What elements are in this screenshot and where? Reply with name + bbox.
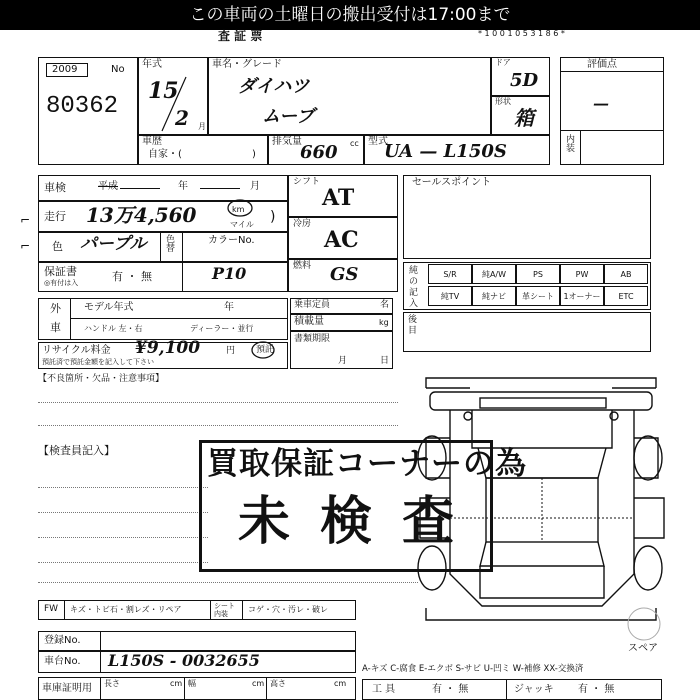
import-label-1: 外: [50, 302, 61, 315]
load-unit: kg: [379, 318, 389, 327]
rating-label: 評価点: [587, 59, 617, 70]
import-handle: ハンドル 左・右: [84, 324, 143, 333]
sheet-title-partial: 査 証 票: [218, 29, 263, 43]
dims-width: 幅: [188, 679, 196, 688]
docs-day: 日: [380, 356, 390, 366]
reg-no-row: [38, 631, 356, 651]
docs-month: 月: [338, 356, 348, 366]
import-car-row: [38, 298, 288, 340]
dims-width-unit: cm: [252, 679, 265, 688]
door-value: 5D: [510, 70, 539, 91]
displacement-value: 660: [300, 142, 338, 163]
dims-label: 車庫証明用: [42, 683, 92, 694]
warranty-label: 保証書: [44, 265, 77, 278]
equipment-cell-2-1: 純TV: [428, 286, 472, 306]
recycle-sub: 預託済で預託金額を記入して下さい: [42, 358, 154, 366]
mileage-km: km: [232, 205, 245, 214]
recycle-label: リサイクル料金: [42, 345, 111, 356]
model-month-value: 2: [175, 106, 189, 130]
warranty-options: 有 ・ 無: [112, 270, 152, 283]
sales-point-label: セールスポイント: [412, 177, 492, 188]
mileage-label: 走行: [44, 210, 66, 223]
color-label: 色: [52, 240, 63, 253]
tools-options: 有 ・ 無: [432, 684, 469, 695]
seat-label: シート内装: [214, 602, 235, 618]
rear-box: [403, 312, 651, 352]
equipment-cell-1-5: AB: [604, 264, 648, 284]
capacity-unit: 名: [380, 300, 390, 310]
lot-no-label: No: [111, 64, 125, 75]
recycle-status-circle: [250, 340, 276, 360]
tools-label: 工 具: [372, 684, 396, 695]
car-name-label: 車名・グレード: [212, 59, 282, 70]
model-year-value: 15: [148, 78, 179, 104]
load-label: 積載量: [294, 316, 324, 327]
model-month-unit: 月: [198, 122, 206, 131]
equipment-cell-1-3: PS: [516, 264, 560, 284]
door-label: ドア: [495, 58, 511, 67]
car-model: ムーブ: [262, 106, 315, 127]
dims-length: 長さ: [104, 679, 120, 688]
interior-label: 内装: [566, 135, 576, 154]
mileage-value: 13万4,560: [86, 203, 197, 227]
inspection-label: 車検: [44, 181, 66, 194]
import-dealer: ディーラー・並行: [190, 324, 254, 333]
lot-year: 2009: [52, 64, 78, 75]
type-label: 型式: [368, 136, 388, 147]
dims-height: 高さ: [270, 679, 286, 688]
equipment-cell-2-4: 1オーナー: [560, 286, 604, 306]
equipment-cell-1-2: 純A/W: [472, 264, 516, 284]
import-year: 年: [224, 302, 234, 313]
chassis-label: 車台No.: [44, 656, 81, 667]
stamp-line-2: 未検査: [238, 491, 485, 552]
lot-number: 80362: [46, 93, 119, 120]
spare-tire-circle: [620, 605, 668, 645]
damage-legend: A-キズ C-腐食 E-エクボ S-サビ U-凹ミ W-補修 XX-交換済: [362, 664, 584, 674]
inspection-month: 月: [250, 181, 260, 192]
color-value: パープル: [80, 234, 147, 254]
history-label: 車歴: [142, 136, 162, 147]
equipment-cell-1-4: PW: [560, 264, 604, 284]
defects-label: 【不良箇所・欠品・注意事項】: [38, 374, 165, 384]
equipment-cell-2-2: 純ナビ: [472, 286, 516, 306]
stamp-line-1: 買取保証コーナーの為: [207, 446, 527, 482]
shift-label: シフト: [293, 177, 321, 187]
inspection-era: 平成: [98, 181, 118, 192]
displacement-label: 排気量: [272, 136, 302, 147]
fuel-label: 燃料: [293, 261, 312, 271]
shape-label: 形状: [495, 97, 511, 106]
mileage-km-circle: [226, 198, 256, 218]
import-model-year: モデル年式: [84, 302, 134, 313]
margin-mark-2: ⌐: [20, 239, 31, 253]
shape-value: 箱: [514, 106, 534, 130]
import-label-2: 車: [50, 321, 61, 334]
dims-height-unit: cm: [334, 679, 347, 688]
equipment-cell-2-3: 革シート: [516, 286, 560, 306]
type-value: UA — L150S: [384, 141, 507, 162]
jack-label: ジャッキ: [514, 684, 554, 695]
shift-value: AT: [322, 185, 355, 211]
rating-value: —: [593, 94, 609, 113]
tools-row: [362, 679, 662, 700]
fuel-value: GS: [330, 264, 359, 285]
inspection-year: 年: [178, 181, 188, 192]
docs-label: 書類期限: [294, 334, 331, 344]
capacity-label: 乗車定員: [294, 300, 331, 310]
color-no-label: カラーNo.: [208, 235, 255, 246]
seat-text: コゲ・穴・汚レ・破レ: [248, 605, 328, 614]
barcode-text: * 1 0 0 1 0 5 3 1 8 6 *: [478, 29, 565, 38]
recycle-value: ¥9,100: [135, 338, 201, 358]
color-no-value: P10: [212, 264, 247, 283]
mileage-mile: マイル: [230, 220, 254, 229]
spare-label: スペア: [628, 643, 658, 654]
inspector-label: 【検査員記入】: [38, 444, 115, 457]
equipment-cell-2-5: ETC: [604, 286, 648, 306]
color-change-label: 色替: [166, 235, 176, 254]
equipment-cell-1-1: S/R: [428, 264, 472, 284]
reg-no-label: 登録No.: [44, 635, 81, 646]
history-close: ): [252, 149, 256, 160]
recycle-status: 預託: [256, 345, 275, 355]
model-year-slash: [158, 75, 188, 135]
equipment-label: 純 の 記 入: [409, 266, 419, 309]
displacement-unit: cc: [350, 139, 359, 148]
warranty-sub: ◎有付は入: [44, 279, 79, 287]
model-year-label: 年式: [142, 59, 162, 70]
fw-text: キズ・トビ石・割レズ・リペア: [70, 605, 182, 614]
jack-options: 有 ・ 無: [578, 684, 615, 695]
chassis-value: L150S - 0032655: [108, 651, 260, 670]
dims-length-unit: cm: [170, 679, 183, 688]
history-value: 自家・(: [148, 149, 182, 160]
saturday-notice-banner: この車両の土曜日の搬出受付は17:00まで: [0, 0, 700, 30]
margin-mark-1: ⌐: [20, 213, 31, 227]
recycle-unit: 円: [226, 346, 236, 356]
mileage-close-paren: ): [270, 209, 276, 225]
fw-label: FW: [44, 604, 59, 614]
aircon-value: AC: [324, 227, 359, 253]
rear-label: 後 目: [408, 315, 418, 336]
car-maker: ダイハツ: [238, 76, 310, 97]
aircon-label: 冷房: [293, 219, 312, 229]
